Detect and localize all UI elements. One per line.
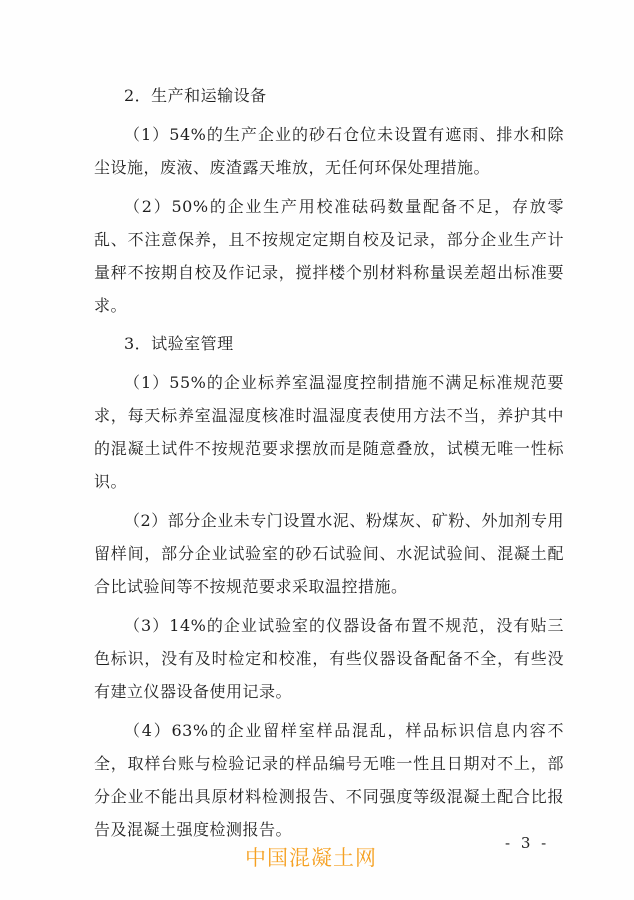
page-number: - 3 - (505, 834, 550, 852)
site-watermark: 中国混凝土网 (245, 846, 377, 870)
paragraph-calibration-weights: （2）50%的企业生产用校准砝码数量配备不足，存放零乱、不注意保养，且不按规定定期自校及记录，部分企业生产计量秤不按期自校及作记录，搅拌楼个别材料称量误差超出标准要求。 (94, 197, 564, 315)
paragraph-sample-rooms: （2）部分企业未专门设置水泥、粉煤灰、矿粉、外加剂专用留样间，部分企业试验室的砂石试验间、水泥试验间、混凝土配合比试验间等不按规范要求采取温控措施。 (94, 511, 564, 596)
document-body (94, 80, 564, 852)
paragraph-sand-storage: （1）54%的生产企业的砂石仓位未设置有遮雨、排水和除尘设施，废液、废渣露天堆放，无任何环保处理措施。 (94, 125, 564, 177)
section-heading-laboratory-management: 3．试验室管理 (124, 334, 234, 353)
paragraph-lab-instruments: （3）14%的企业试验室的仪器设备布置不规范，没有贴三色标识，没有及时检定和校准，有些仪器设备配备不全，有些没有建立仪器设备使用记录。 (94, 616, 564, 701)
paragraph-curing-room: （1）55%的企业标养室温湿度控制措施不满足标准规范要求，每天标养室温湿度核准时温湿度表使用方法不当，养护其中的混凝土试件不按规范要求摆放而是随意叠放，试模无唯一性标识。 (94, 373, 564, 491)
section-heading-production-equipment: 2．生产和运输设备 (124, 86, 267, 105)
paragraph-sample-retention: （4）63%的企业留样室样品混乱，样品标识信息内容不全，取样台账与检验记录的样品编号无唯一性且日期对不上，部分企业不能出具原材料检测报告、不同强度等级混凝土配合比报告及混凝土强度检测报告。 (94, 721, 564, 839)
